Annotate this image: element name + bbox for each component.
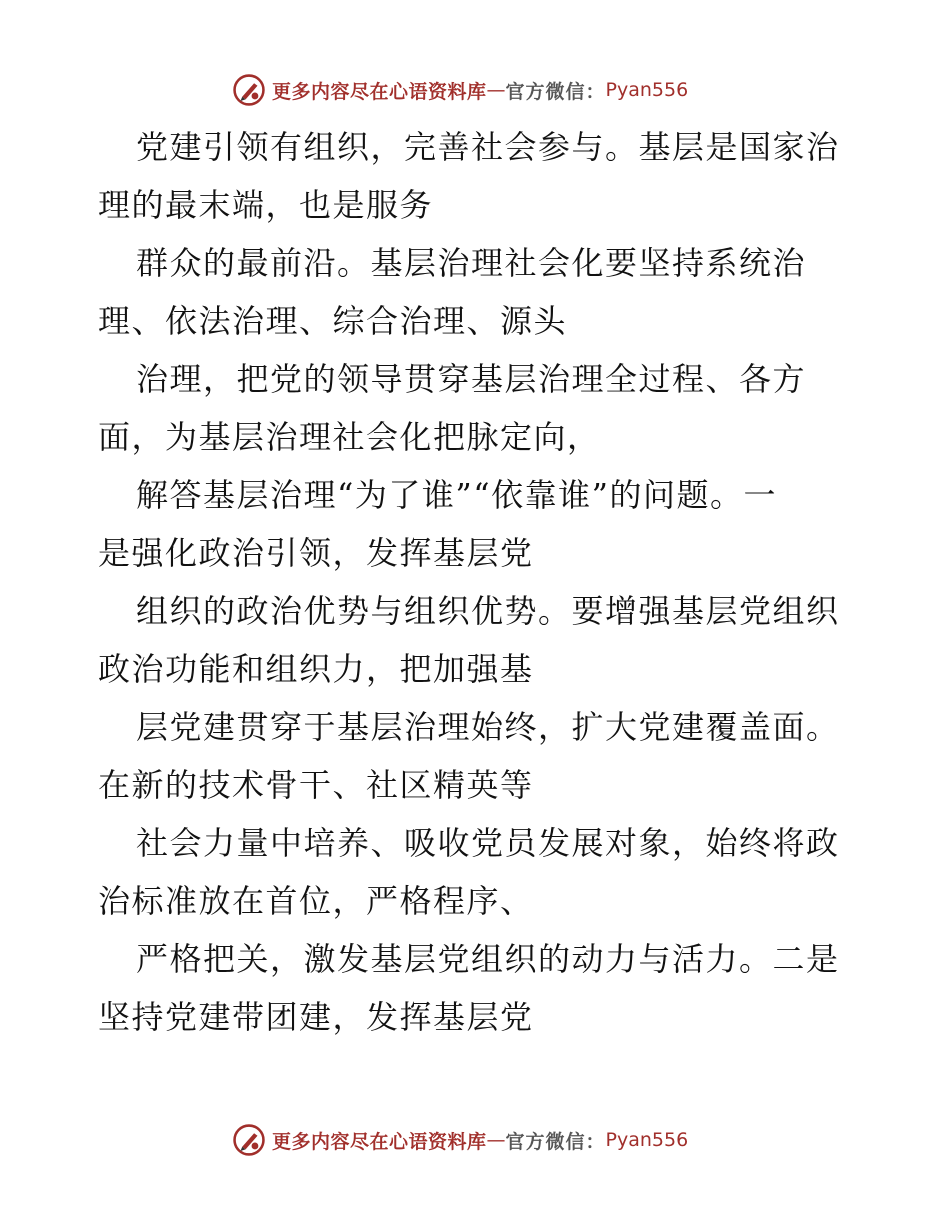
- banner-separator: —: [486, 1129, 506, 1151]
- document-body: [98, 118, 858, 1046]
- banner-separator: —: [486, 79, 506, 101]
- banner-wechat-id: Pyan556: [605, 79, 689, 101]
- body-line: 严格把关，激发基层党组织的动力与活力。二是: [136, 940, 840, 978]
- banner-sub-text: 官方微信：: [505, 80, 606, 103]
- body-line: 党建引领有组织，完善社会参与。基层是国家治: [136, 128, 840, 166]
- body-line: 是强化政治引领，发挥基层党: [98, 534, 534, 572]
- pen-circle-logo-icon: [232, 1123, 266, 1157]
- body-line: 组织的政治优势与组织优势。要增强基层党组织: [136, 592, 840, 630]
- body-line: 层党建贯穿于基层治理始终，扩大党建覆盖面。: [136, 708, 840, 746]
- body-line: 群众的最前沿。基层治理社会化要坚持系统治: [136, 244, 807, 282]
- body-line: 解答基层治理“为了谁”“依靠谁”的问题。一: [136, 476, 777, 514]
- body-line: 坚持党建带团建，发挥基层党: [98, 998, 534, 1036]
- body-line: 理、依法治理、综合治理、源头: [98, 302, 568, 340]
- body-line: 政治功能和组织力，把加强基: [98, 650, 534, 688]
- banner-sub-text: 官方微信：: [505, 1130, 606, 1153]
- body-line: 面，为基层治理社会化把脉定向，: [98, 418, 601, 456]
- banner-main-text: 更多内容尽在心语资料库: [272, 1130, 487, 1153]
- pen-circle-logo-icon: [232, 73, 266, 107]
- footer-banner: [232, 1122, 688, 1158]
- body-line: 治标准放在首位，严格程序、: [98, 882, 534, 920]
- body-line: 在新的技术骨干、社区精英等: [98, 766, 534, 804]
- body-line: 治理，把党的领导贯穿基层治理全过程、各方: [136, 360, 807, 398]
- banner-main-text: 更多内容尽在心语资料库: [272, 80, 487, 103]
- body-line: 社会力量中培养、吸收党员发展对象，始终将政: [136, 824, 840, 862]
- body-line: 理的最末端，也是服务: [98, 186, 434, 224]
- banner-wechat-id: Pyan556: [605, 1129, 689, 1151]
- header-banner: [232, 72, 688, 108]
